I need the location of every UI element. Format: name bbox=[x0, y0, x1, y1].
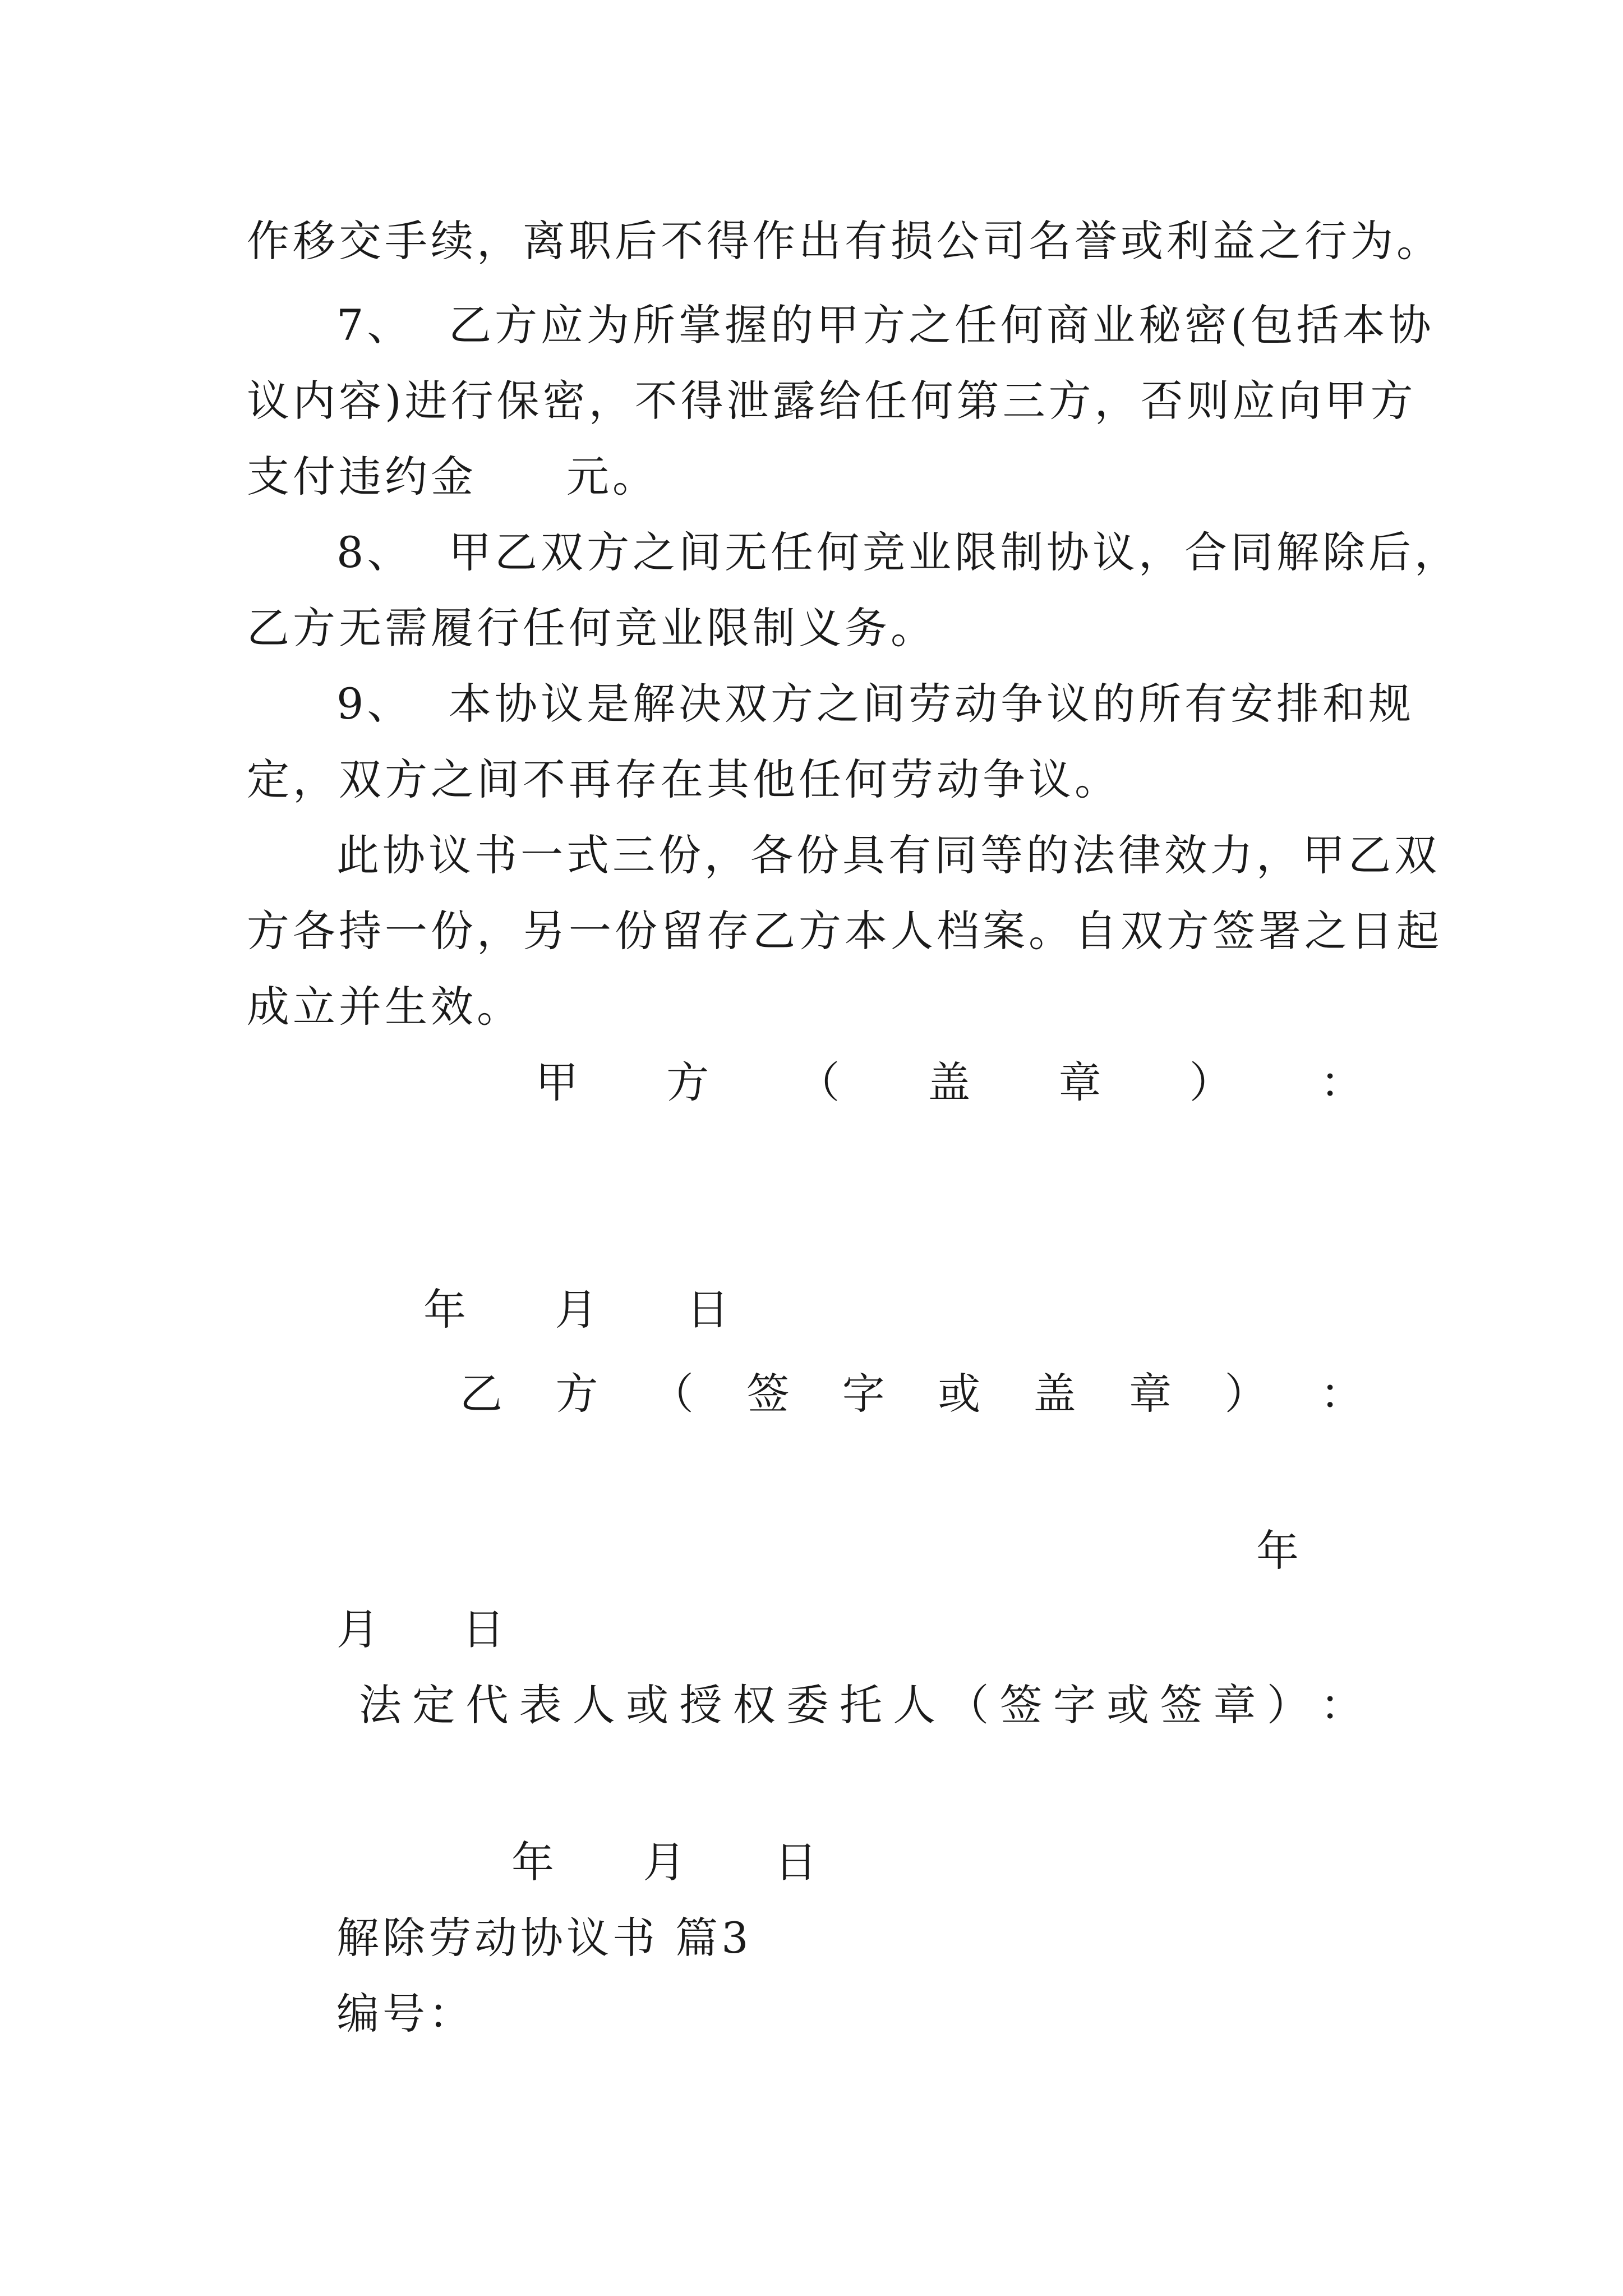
clause-7-line-3 bbox=[247, 449, 658, 505]
legal-rep-char: 托 bbox=[839, 1680, 882, 1730]
legal-rep-char: （ bbox=[946, 1680, 989, 1730]
legal-rep-char: 权 bbox=[732, 1680, 776, 1730]
next-section-title: 解除劳动协议书 篇3 bbox=[336, 1913, 752, 1963]
legal-rep-char: 章 bbox=[1213, 1680, 1256, 1730]
continuation-line: 作移交手续，离职后不得作出有损公司名誉或利益之行为。 bbox=[247, 216, 1442, 266]
party-b-char: 盖 bbox=[1033, 1369, 1076, 1419]
legal-rep-signature-label bbox=[359, 1677, 1363, 1733]
clause-7-line-1 bbox=[336, 297, 1435, 353]
party-b-char: 方 bbox=[555, 1369, 598, 1419]
legal-rep-char: 人 bbox=[572, 1680, 615, 1730]
party-b-char: 章 bbox=[1129, 1369, 1172, 1419]
clause-9-line-1 bbox=[336, 676, 1414, 732]
legal-rep-char: 签 bbox=[999, 1680, 1043, 1730]
month-label: 月 bbox=[336, 1604, 379, 1654]
clause-8-line-2: 乙方无需履行任何竞业限制义务。 bbox=[247, 603, 937, 653]
party-b-signature-label bbox=[460, 1366, 1363, 1422]
legal-rep-char: 委 bbox=[786, 1680, 829, 1730]
party-b-month-day bbox=[336, 1602, 505, 1658]
closing-line-3: 成立并生效。 bbox=[247, 982, 523, 1032]
day-label: 日 bbox=[686, 1285, 729, 1335]
party-a-signature-label bbox=[536, 1055, 1363, 1111]
clause-9-number: 9、 bbox=[336, 679, 413, 729]
legal-rep-char: 或 bbox=[626, 1680, 669, 1730]
day-label: 日 bbox=[774, 1837, 817, 1887]
legal-rep-char: 定 bbox=[412, 1680, 455, 1730]
party-a-char: ） bbox=[1189, 1057, 1232, 1107]
clause-8-line-1 bbox=[336, 524, 1460, 581]
legal-rep-char: 签 bbox=[1160, 1680, 1203, 1730]
clause-7-text-1: 乙方应为所掌握的甲方之任何商业秘密(包括本协 bbox=[449, 300, 1435, 350]
legal-rep-char: 或 bbox=[1106, 1680, 1150, 1730]
legal-rep-char: 法 bbox=[359, 1680, 402, 1730]
party-a-char: 方 bbox=[666, 1057, 709, 1107]
party-b-char: 签 bbox=[746, 1369, 790, 1419]
party-b-char: 字 bbox=[842, 1369, 885, 1419]
number-label: 编号： bbox=[336, 1989, 474, 2039]
party-b-year-label: 年 bbox=[1256, 1526, 1302, 1576]
year-label: 年 bbox=[511, 1837, 554, 1887]
year-label: 年 bbox=[423, 1285, 466, 1335]
clause-9-text-1: 本协议是解决双方之间劳动争议的所有安排和规 bbox=[449, 679, 1414, 729]
legal-rep-char: 表 bbox=[519, 1680, 562, 1730]
legal-rep-date bbox=[511, 1834, 817, 1890]
clause-7-number: 7、 bbox=[336, 300, 413, 350]
party-a-char: 盖 bbox=[928, 1057, 971, 1107]
party-a-char: 章 bbox=[1058, 1057, 1101, 1107]
party-b-char: 乙 bbox=[460, 1369, 502, 1419]
party-a-char: （ bbox=[797, 1057, 840, 1107]
day-label: 日 bbox=[462, 1604, 505, 1654]
clause-7-line-2: 议内容)进行保密，不得泄露给任何第三方，否则应向甲方 bbox=[247, 376, 1417, 426]
clause-8-number: 8、 bbox=[336, 527, 413, 577]
party-a-char: ： bbox=[1320, 1057, 1363, 1107]
closing-line-1: 此协议书一式三份，各份具有同等的法律效力，甲乙双 bbox=[336, 830, 1440, 880]
legal-rep-char: ： bbox=[1320, 1680, 1363, 1730]
party-b-char: ） bbox=[1224, 1369, 1267, 1419]
closing-line-2: 方各持一份，另一份留存乙方本人档案。自双方签署之日起 bbox=[247, 906, 1442, 956]
month-label: 月 bbox=[643, 1837, 686, 1887]
month-label: 月 bbox=[555, 1285, 598, 1335]
party-a-char: 甲 bbox=[536, 1057, 578, 1107]
party-b-char: （ bbox=[651, 1369, 694, 1419]
legal-rep-char: 代 bbox=[465, 1680, 509, 1730]
legal-rep-char: 字 bbox=[1053, 1680, 1096, 1730]
legal-rep-char: 授 bbox=[679, 1680, 722, 1730]
party-b-char: 或 bbox=[938, 1369, 981, 1419]
clause-8-text-1: 甲乙双方之间无任何竞业限制协议，合同解除后， bbox=[449, 527, 1460, 577]
legal-rep-char: ） bbox=[1266, 1680, 1310, 1730]
party-a-date bbox=[423, 1282, 729, 1338]
party-b-char: ： bbox=[1320, 1369, 1363, 1419]
penalty-unit: 元。 bbox=[566, 452, 658, 501]
clause-9-line-2: 定，双方之间不再存在其他任何劳动争议。 bbox=[247, 754, 1121, 804]
penalty-label: 支付违约金 bbox=[247, 452, 477, 501]
legal-rep-char: 人 bbox=[893, 1680, 936, 1730]
